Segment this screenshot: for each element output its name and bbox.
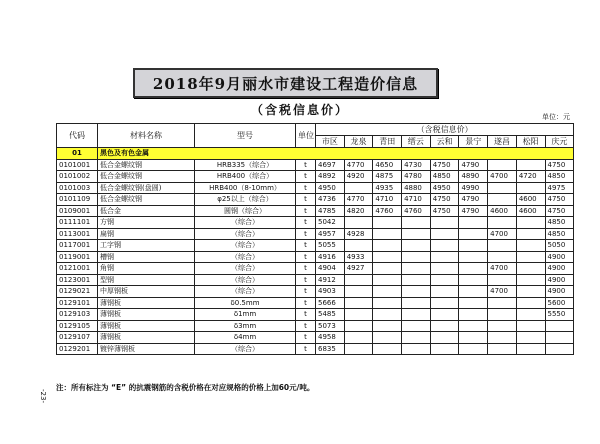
header-region: 庆元 — [545, 136, 574, 148]
cell-price — [402, 297, 431, 309]
cell-price: 4730 — [402, 159, 431, 171]
table-row — [57, 286, 574, 298]
cell-price: 4700 — [488, 171, 517, 183]
cell-price: 4957 — [316, 228, 345, 240]
table-row — [57, 263, 574, 275]
cell-name: 工字钢 — [98, 240, 195, 252]
cell-price — [430, 228, 459, 240]
cell-price — [488, 159, 517, 171]
cell-code: 0129021 — [57, 286, 98, 298]
category-name: 黑色及有色金属 — [98, 148, 574, 160]
cell-price — [459, 320, 488, 332]
cell-price: 4790 — [459, 194, 488, 206]
cell-model: HRB400（综合） — [195, 171, 296, 183]
cell-price — [516, 182, 545, 194]
cell-price — [402, 263, 431, 275]
cell-price — [488, 320, 517, 332]
cell-unit: t — [296, 205, 316, 217]
cell-price: 4950 — [316, 182, 345, 194]
cell-price — [402, 343, 431, 355]
cell-price — [430, 332, 459, 344]
cell-model: （综合） — [195, 217, 296, 229]
cell-price — [402, 286, 431, 298]
cell-price — [344, 274, 373, 286]
cell-code: 0101109 — [57, 194, 98, 206]
cell-price — [430, 343, 459, 355]
cell-price: 5042 — [316, 217, 345, 229]
cell-unit: t — [296, 251, 316, 263]
cell-code: 0109001 — [57, 205, 98, 217]
cell-price: 5073 — [316, 320, 345, 332]
cell-price — [373, 320, 402, 332]
cell-model: （综合） — [195, 274, 296, 286]
cell-price — [516, 320, 545, 332]
cell-price — [459, 228, 488, 240]
cell-price — [373, 228, 402, 240]
subtitle: （含税信息价） — [250, 103, 349, 117]
cell-price — [488, 194, 517, 206]
cell-price — [402, 332, 431, 344]
cell-price — [459, 263, 488, 275]
cell-price: 4780 — [402, 171, 431, 183]
cell-price — [373, 263, 402, 275]
cell-price: 4600 — [488, 205, 517, 217]
cell-price: 4700 — [488, 263, 517, 275]
cell-code: 0129103 — [57, 309, 98, 321]
header-name: 材料名称 — [98, 124, 195, 148]
cell-price — [430, 217, 459, 229]
cell-price — [488, 343, 517, 355]
cell-price: 4975 — [545, 182, 574, 194]
price-table — [56, 123, 574, 355]
cell-name: 中厚钢板 — [98, 286, 195, 298]
cell-price — [430, 240, 459, 252]
cell-price: 4736 — [316, 194, 345, 206]
cell-unit: t — [296, 309, 316, 321]
cell-price: 4760 — [373, 205, 402, 217]
cell-price: 4875 — [373, 171, 402, 183]
cell-price: 4600 — [516, 194, 545, 206]
cell-price — [430, 274, 459, 286]
cell-price: 5050 — [545, 240, 574, 252]
cell-price — [430, 286, 459, 298]
cell-unit: t — [296, 343, 316, 355]
cell-price: 4600 — [516, 205, 545, 217]
cell-price — [516, 297, 545, 309]
cell-price: 4928 — [344, 228, 373, 240]
table-row — [57, 320, 574, 332]
cell-price — [459, 343, 488, 355]
cell-name: 薄钢板 — [98, 297, 195, 309]
cell-model: （综合） — [195, 240, 296, 252]
cell-price — [516, 217, 545, 229]
cell-model: δ4mm — [195, 332, 296, 344]
cell-code: 0117001 — [57, 240, 98, 252]
cell-price: 4700 — [488, 228, 517, 240]
cell-unit: t — [296, 263, 316, 275]
cell-price: 4750 — [545, 194, 574, 206]
cell-price — [430, 297, 459, 309]
cell-price — [373, 286, 402, 298]
cell-price — [545, 320, 574, 332]
cell-price — [402, 309, 431, 321]
header-region: 景宁 — [459, 136, 488, 148]
cell-price: 4900 — [545, 286, 574, 298]
table-row — [57, 205, 574, 217]
cell-price — [402, 217, 431, 229]
cell-name: 低合金螺纹钢 — [98, 159, 195, 171]
header-price-group: （含税信息价） — [316, 124, 574, 136]
cell-price: 4710 — [373, 194, 402, 206]
cell-price — [488, 251, 517, 263]
cell-price — [516, 274, 545, 286]
table-row — [57, 194, 574, 206]
cell-code: 0101001 — [57, 159, 98, 171]
cell-price — [344, 286, 373, 298]
cell-price: 4750 — [545, 205, 574, 217]
cell-name: 低合金 — [98, 205, 195, 217]
cell-price — [516, 159, 545, 171]
cell-price — [344, 320, 373, 332]
cell-name: 薄钢板 — [98, 320, 195, 332]
cell-price: 4720 — [516, 171, 545, 183]
cell-price: 4700 — [488, 286, 517, 298]
cell-price — [488, 297, 517, 309]
cell-price — [488, 182, 517, 194]
cell-price: 4750 — [545, 159, 574, 171]
cell-name: 低合金螺纹钢(盘圆) — [98, 182, 195, 194]
cell-code: 0111101 — [57, 217, 98, 229]
cell-price: 4850 — [430, 171, 459, 183]
cell-unit: t — [296, 297, 316, 309]
cell-model: HRB400（8-10mm） — [195, 182, 296, 194]
cell-price — [344, 217, 373, 229]
cell-price: 4710 — [402, 194, 431, 206]
cell-price — [373, 217, 402, 229]
cell-price: 4760 — [402, 205, 431, 217]
cell-price — [488, 217, 517, 229]
cell-name: 薄钢板 — [98, 332, 195, 344]
cell-price — [516, 309, 545, 321]
cell-price: 4750 — [430, 159, 459, 171]
cell-price — [373, 251, 402, 263]
cell-model: δ0.5mm — [195, 297, 296, 309]
cell-model: （综合） — [195, 263, 296, 275]
cell-price — [488, 309, 517, 321]
cell-model: （综合） — [195, 343, 296, 355]
cell-price: 5550 — [545, 309, 574, 321]
header-unit: 单位 — [296, 124, 316, 148]
cell-price: 4903 — [316, 286, 345, 298]
cell-name: 薄钢板 — [98, 309, 195, 321]
cell-price: 5600 — [545, 297, 574, 309]
cell-price — [430, 309, 459, 321]
cell-price: 5485 — [316, 309, 345, 321]
cell-price — [430, 263, 459, 275]
table-row — [57, 343, 574, 355]
cell-unit: t — [296, 159, 316, 171]
cell-code: 0101003 — [57, 182, 98, 194]
cell-model: HRB335（综合） — [195, 159, 296, 171]
cell-price: 4790 — [459, 159, 488, 171]
cell-unit: t — [296, 171, 316, 183]
cell-price — [344, 343, 373, 355]
table-row — [57, 309, 574, 321]
cell-price — [402, 228, 431, 240]
cell-price: 4750 — [430, 194, 459, 206]
cell-price: 4900 — [545, 274, 574, 286]
cell-price: 4770 — [344, 194, 373, 206]
cell-price: 4916 — [316, 251, 345, 263]
cell-price — [516, 240, 545, 252]
cell-unit: t — [296, 332, 316, 344]
cell-price: 4933 — [344, 251, 373, 263]
cell-price — [459, 251, 488, 263]
cell-price — [373, 240, 402, 252]
cell-name: 角钢 — [98, 263, 195, 275]
cell-code: 0129201 — [57, 343, 98, 355]
cell-price — [344, 240, 373, 252]
cell-name: 扁钢 — [98, 228, 195, 240]
table-row — [57, 332, 574, 344]
cell-price — [516, 343, 545, 355]
cell-price: 4900 — [545, 251, 574, 263]
cell-price — [344, 332, 373, 344]
cell-name: 低合金螺纹钢 — [98, 194, 195, 206]
cell-model: （综合） — [195, 286, 296, 298]
cell-price: 4750 — [430, 205, 459, 217]
cell-price — [430, 320, 459, 332]
cell-price — [459, 297, 488, 309]
header-region: 云和 — [430, 136, 459, 148]
cell-code: 0123001 — [57, 274, 98, 286]
cell-price: 4697 — [316, 159, 345, 171]
cell-price: 6835 — [316, 343, 345, 355]
cell-model: （综合） — [195, 228, 296, 240]
cell-unit: t — [296, 240, 316, 252]
cell-price: 4900 — [545, 263, 574, 275]
cell-model: φ25以上（综合） — [195, 194, 296, 206]
table-row — [57, 217, 574, 229]
cell-model: 圆钢（综合） — [195, 205, 296, 217]
cell-unit: t — [296, 217, 316, 229]
cell-price: 4904 — [316, 263, 345, 275]
cell-price — [373, 332, 402, 344]
table-row — [57, 274, 574, 286]
cell-price: 5055 — [316, 240, 345, 252]
cell-name: 镀锌薄钢板 — [98, 343, 195, 355]
cell-code: 0121001 — [57, 263, 98, 275]
cell-price: 4958 — [316, 332, 345, 344]
category-code: 01 — [57, 148, 98, 160]
header-region: 市区 — [316, 136, 345, 148]
header-region: 缙云 — [402, 136, 431, 148]
table-row — [57, 240, 574, 252]
cell-price — [488, 332, 517, 344]
cell-price: 4927 — [344, 263, 373, 275]
cell-price: 4850 — [545, 228, 574, 240]
cell-price: 4850 — [545, 217, 574, 229]
cell-unit: t — [296, 274, 316, 286]
cell-code: 0113001 — [57, 228, 98, 240]
document-title: 2018年9月丽水市建设工程造价信息 — [133, 68, 438, 98]
cell-price: 5666 — [316, 297, 345, 309]
cell-code: 0119001 — [57, 251, 98, 263]
cell-unit: t — [296, 228, 316, 240]
cell-unit: t — [296, 320, 316, 332]
header-region: 遂昌 — [488, 136, 517, 148]
cell-price — [402, 274, 431, 286]
cell-price: 4650 — [373, 159, 402, 171]
cell-price: 4892 — [316, 171, 345, 183]
cell-name: 方钢 — [98, 217, 195, 229]
cell-unit: t — [296, 194, 316, 206]
cell-price — [373, 309, 402, 321]
cell-price — [545, 343, 574, 355]
cell-price — [459, 274, 488, 286]
cell-price — [516, 228, 545, 240]
table-row — [57, 228, 574, 240]
table-row — [57, 251, 574, 263]
cell-price: 4770 — [344, 159, 373, 171]
cell-price — [344, 182, 373, 194]
table-row — [57, 159, 574, 171]
cell-price — [488, 240, 517, 252]
cell-model: （综合） — [195, 251, 296, 263]
cell-price — [545, 332, 574, 344]
header-model: 型号 — [195, 124, 296, 148]
cell-price — [516, 263, 545, 275]
header-code: 代码 — [57, 124, 98, 148]
cell-price — [373, 274, 402, 286]
cell-price — [459, 286, 488, 298]
cell-price: 4790 — [459, 205, 488, 217]
cell-price: 4950 — [430, 182, 459, 194]
cell-price — [459, 309, 488, 321]
cell-model: δ1mm — [195, 309, 296, 321]
header-region: 青田 — [373, 136, 402, 148]
footnote: 注：所有标注为 “E” 的抗震钢筋的含税价格在对应规格的价格上加60元/吨。 — [56, 383, 315, 392]
cell-price: 4880 — [402, 182, 431, 194]
cell-name: 型钢 — [98, 274, 195, 286]
cell-price: 4820 — [344, 205, 373, 217]
cell-price — [488, 274, 517, 286]
header-region: 松阳 — [516, 136, 545, 148]
page-number: -23- — [38, 389, 47, 403]
cell-price: 4912 — [316, 274, 345, 286]
cell-price — [516, 251, 545, 263]
cell-price — [516, 332, 545, 344]
cell-price — [516, 286, 545, 298]
cell-price — [373, 297, 402, 309]
cell-price — [402, 251, 431, 263]
cell-unit: t — [296, 286, 316, 298]
cell-code: 0129105 — [57, 320, 98, 332]
cell-price — [344, 297, 373, 309]
cell-price — [402, 240, 431, 252]
cell-price: 4920 — [344, 171, 373, 183]
cell-name: 槽钢 — [98, 251, 195, 263]
cell-price: 4890 — [459, 171, 488, 183]
cell-code: 0129107 — [57, 332, 98, 344]
unit-label: 单位：元 — [542, 113, 570, 121]
cell-unit: t — [296, 182, 316, 194]
cell-price — [344, 309, 373, 321]
cell-price: 4785 — [316, 205, 345, 217]
cell-price: 4990 — [459, 182, 488, 194]
table-row — [57, 297, 574, 309]
cell-name: 低合金螺纹钢 — [98, 171, 195, 183]
cell-price — [430, 251, 459, 263]
cell-price: 4850 — [545, 171, 574, 183]
cell-price: 4935 — [373, 182, 402, 194]
header-region: 龙泉 — [344, 136, 373, 148]
cell-price — [402, 320, 431, 332]
table-row — [57, 182, 574, 194]
cell-model: δ3mm — [195, 320, 296, 332]
category-row — [57, 148, 574, 160]
cell-price — [459, 240, 488, 252]
cell-code: 0101002 — [57, 171, 98, 183]
cell-price — [459, 332, 488, 344]
cell-code: 0129101 — [57, 297, 98, 309]
cell-price — [459, 217, 488, 229]
cell-price — [373, 343, 402, 355]
table-row — [57, 171, 574, 183]
